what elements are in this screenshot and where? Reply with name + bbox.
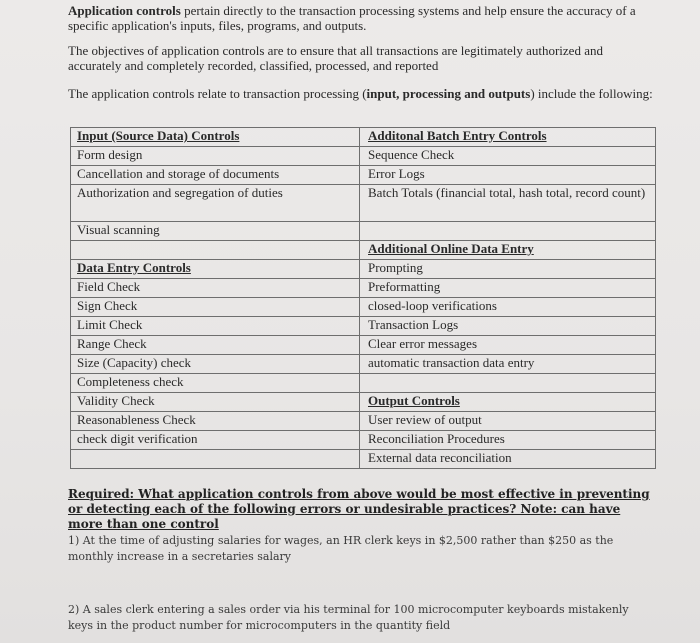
- batch-item: Batch Totals (financial total, hash total, record count): [360, 185, 656, 222]
- table-row: [71, 166, 656, 185]
- online-controls-header: Additional Online Data Entry: [360, 241, 656, 260]
- online-item: Prompting: [360, 260, 656, 279]
- table-row: [71, 317, 656, 336]
- question-1: 1) At the time of adjusting salaries for wages, an HR clerk keys in $2,500 rather than $250 as the monthly increase in a secretaries salary: [68, 534, 614, 563]
- online-item: closed-loop verifications: [360, 298, 656, 317]
- data-entry-controls-header: Data Entry Controls: [71, 260, 360, 279]
- input-item: Visual scanning: [71, 222, 360, 241]
- data-entry-item: Sign Check: [71, 298, 360, 317]
- table-row: [71, 412, 656, 431]
- input-item: Cancellation and storage of documents: [71, 166, 360, 185]
- batch-item: Error Logs: [360, 166, 656, 185]
- input-item: Form design: [71, 147, 360, 166]
- table-row: [71, 374, 656, 393]
- intro-paragraph-3: [68, 86, 658, 101]
- data-entry-item: check digit verification: [71, 431, 360, 450]
- batch-controls-header: Additonal Batch Entry Controls: [360, 128, 656, 147]
- online-item: Clear error messages: [360, 336, 656, 355]
- table-row: [71, 222, 656, 241]
- table-row: [71, 431, 656, 450]
- table-row: [71, 355, 656, 374]
- online-item: Preformatting: [360, 279, 656, 298]
- data-entry-item: Limit Check: [71, 317, 360, 336]
- table-row: [71, 147, 656, 166]
- table-row: [71, 450, 656, 469]
- data-entry-item: Range Check: [71, 336, 360, 355]
- batch-item: Sequence Check: [360, 147, 656, 166]
- empty-cell: [360, 222, 656, 241]
- intro-bold-term: Application controls: [68, 3, 181, 18]
- table-row: [71, 241, 656, 260]
- input-item: Authorization and segregation of duties: [71, 185, 360, 222]
- controls-table: [70, 127, 656, 469]
- empty-cell: [71, 241, 360, 260]
- data-entry-item: Field Check: [71, 279, 360, 298]
- table-row: [71, 393, 656, 412]
- table-row: [71, 298, 656, 317]
- table-row: [71, 336, 656, 355]
- intro-bold-3: input, processing and outputs: [366, 86, 531, 101]
- online-item: Transaction Logs: [360, 317, 656, 336]
- intro-paragraph-1: [68, 3, 658, 33]
- intro-text-3b: ) include the following:: [530, 86, 653, 101]
- data-entry-item: Completeness check: [71, 374, 360, 393]
- data-entry-item: Reasonableness Check: [71, 412, 360, 431]
- table-row: [71, 185, 656, 222]
- required-instruction: Required: What application controls from above would be most effective in preventing or detecting each of the following errors or undesirable practices? Note: can have more than one control: [68, 487, 650, 531]
- online-item: automatic transaction data entry: [360, 355, 656, 374]
- output-controls-header: Output Controls: [360, 393, 656, 412]
- table-row: [71, 260, 656, 279]
- empty-cell: [71, 450, 360, 469]
- output-item: User review of output: [360, 412, 656, 431]
- table-row: [71, 279, 656, 298]
- intro-text-1: pertain directly to the transaction processing systems and help ensure the accuracy of a specific application's inputs, files, programs, and outputs.: [68, 3, 636, 33]
- intro-paragraph-2: The objectives of application controls are to ensure that all transactions are legitimately authorized and accurately and completely recorded, classified, processed, and reported: [68, 43, 603, 73]
- data-entry-item: Size (Capacity) check: [71, 355, 360, 374]
- intro-text-3a: The application controls relate to transaction processing (: [68, 86, 367, 101]
- output-item: Reconciliation Procedures: [360, 431, 656, 450]
- input-controls-header: Input (Source Data) Controls: [71, 128, 360, 147]
- table-row: [71, 128, 656, 147]
- empty-cell: [360, 374, 656, 393]
- data-entry-item: Validity Check: [71, 393, 360, 412]
- question-2: 2) A sales clerk entering a sales order via his terminal for 100 microcomputer keyboards mistakenly keys in the product number for microcomputers in the quantity field: [68, 603, 629, 632]
- output-item: External data reconciliation: [360, 450, 656, 469]
